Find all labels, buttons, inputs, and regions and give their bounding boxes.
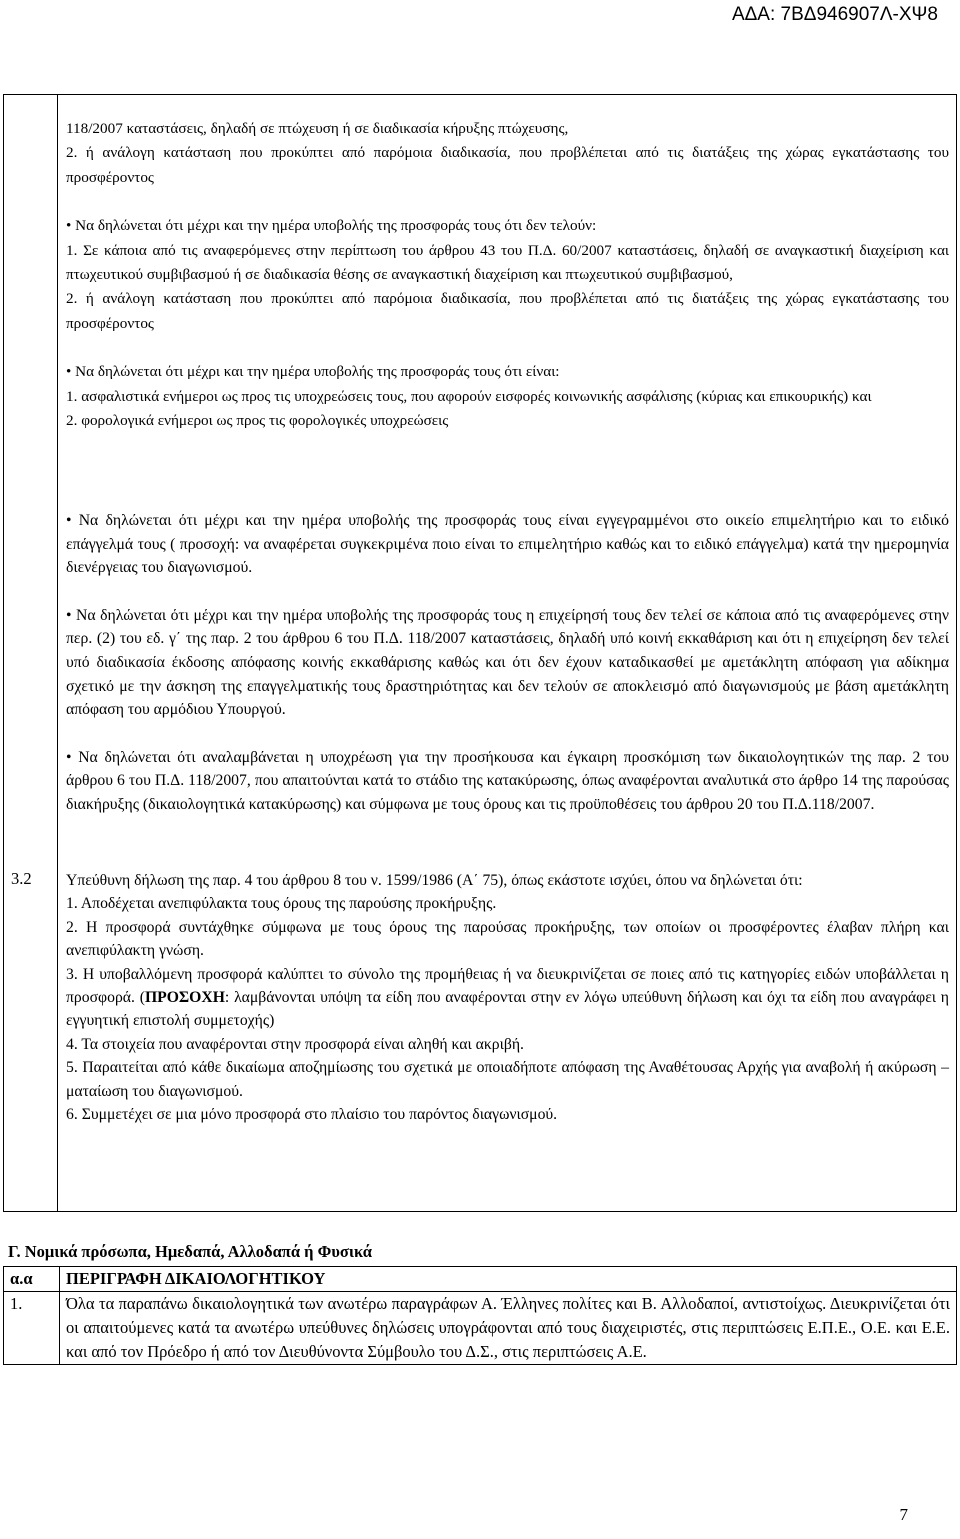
bullet-item: • Να δηλώνεται ότι μέχρι και την ημέρα υποβολής της προσφοράς τους είναι εγγεγραμμένοι στο οικείο επιμελητήριο και το ειδικό επάγγελμά τους ( προσοχή: να αναφέρεται συγκεκριμένα ποιο είναι το επιμελητήριο καθώς και το ειδικό επάγγελμα) κατά την ημερομηνία διενέργειας του διαγωνισμού.	[66, 512, 949, 577]
bullet-item: • Να δηλώνεται ότι μέχρι και την ημέρα υποβολής της προσφοράς τους ότι δεν τελούν:	[66, 217, 597, 235]
table-cell: Όλα τα παραπάνω δικαιολογητικά των ανωτέρω παραγράφων Α. Έλληνες πολίτες και Β. Αλλοδαποί, αντιστοίχως. Διευκρινίζεται ότι οι απαιτούμενες κατά τα ανωτέρω υπεύθυνες δηλώσεις υπογράφονται από τους διαχειριστές, στις περιπτώσεις Ε.Π.Ε., Ο.Ε. και Ε.Ε. και από τον Πρόεδρο ή από τον Διευθύνοντα Σύμβουλο του Δ.Σ., στις περιπτώσεις Α.Ε.	[60, 1292, 957, 1365]
page-number: 7	[899, 1505, 908, 1524]
section-3-1-content	[66, 117, 949, 433]
list-item: 2. ή ανάλογη κατάσταση που προκύπτει από παρόμοια διαδικασία, που προβλέπεται από τις διατάξεις της χώρας εγκατάστασης του προσφέροντος	[66, 290, 949, 332]
column-header: α.α	[4, 1267, 60, 1292]
section-g-title: Γ. Νομικά πρόσωπα, Ημεδαπά, Αλλοδαπά ή Φυσικά	[8, 1242, 372, 1261]
bullet-item: • Να δηλώνεται ότι αναλαμβάνεται η υποχρέωση για την προσήκουσα και έγκαιρη προσκόμιση των δικαιολογητικών της παρ. 2 του άρθρου 6 του Π.Δ. 118/2007, που απαιτούνται κατά το στάδιο της κατακύρωσης, όπως αναφέρονται αναλυτικά στο άρθρο 14 της παρούσας διακήρυξης (δικαιολογητικά κατακύρωσης) και σύμφωνα με τους όρους και τις προϋποθέσεις του άρθρου 20 του Π.Δ.118/2007.	[66, 748, 949, 813]
list-item: 2. Η προσφορά συντάχθηκε σύμφωνα με τους όρους της παρούσας προκήρυξης, των οποίων οι προσφέροντες έλαβαν πλήρη και ανεπιφύλακτη γνώση.	[66, 918, 949, 960]
list-item: 3. Η υποβαλλόμενη προσφορά καλύπτει το σύνολο της προμήθειας ή να διευκρινίζεται σε ποιες από τις κατηγορίες ειδών υποβάλλεται η προσφορά. (ΠΡΟΣΟΧΗ: λαμβάνονται υπόψη τα είδη που αναφέρονται στην εν λόγω υπεύθυνη δήλωση και όχι τα είδη που αναγράφει η εγγυητική επιστολή συμμετοχής)	[66, 965, 949, 1030]
paragraph: 2. ή ανάλογη κατάσταση που προκύπτει από παρόμοια διαδικασία, που προβλέπεται από τις διατάξεις της χώρας εγκατάστασης του προσφέροντος	[66, 144, 949, 186]
table-row	[4, 1292, 957, 1365]
section-3-2-label: 3.2	[11, 869, 32, 888]
list-item: 1. Σε κάποια από τις αναφερόμενες στην περίπτωση του άρθρου 43 του Π.Δ. 60/2007 καταστάσεις, δηλαδή σε αναγκαστική διαχείριση και πτωχευτικού συμβιβασμού ή σε διαδικασία θέσης σε αναγκαστική διαχείριση και πτωχευτικού συμβιβασμού,	[66, 241, 949, 284]
paragraph: Υπεύθυνη δήλωση της παρ. 4 του άρθρου 8 του ν. 1599/1986 (Α΄ 75), όπως εκάστοτε ισχύει, όπου να δηλώνεται ότι:	[66, 872, 803, 889]
bullet-item: • Να δηλώνεται ότι μέχρι και την ημέρα υποβολής της προσφοράς τους ότι είναι:	[66, 363, 560, 381]
column-divider	[57, 95, 58, 1211]
attention-label: ΠΡΟΣΟΧΗ	[144, 989, 225, 1007]
list-item: 6. Συμμετέχει σε μια μόνο προσφορά στο πλαίσιο του παρόντος διαγωνισμού.	[66, 1106, 558, 1124]
table-header-row	[4, 1267, 957, 1292]
list-item: 4. Τα στοιχεία που αναφέρονται στην προσφορά είναι αληθή και ακριβή.	[66, 1035, 524, 1053]
section-g-table	[3, 1266, 957, 1365]
ada-code: ΑΔΑ: 7ΒΔ946907Λ-ΧΨ8	[731, 4, 938, 25]
section-3-1-bullets	[66, 509, 949, 817]
list-item: 1. ασφαλιστικά ενήμεροι ως προς τις υποχρεώσεις τους, που αφορούν εισφορές κοινωνικής ασφάλισης (κύριας και επικουρικής) και	[66, 387, 872, 405]
section-3-2-content	[66, 869, 949, 1126]
list-item: 1. Αποδέχεται ανεπιφύλακτα τους όρους της παρούσης προκήρυξης.	[66, 895, 497, 913]
list-item: 2. φορολογικά ενήμεροι ως προς τις φορολογικές υποχρεώσεις	[66, 412, 449, 430]
requirements-table	[3, 94, 957, 1212]
column-header: ΠΕΡΙΓΡΑΦΗ ΔΙΚΑΙΟΛΟΓΗΤΙΚΟΥ	[60, 1267, 957, 1292]
list-item: 5. Παραιτείται από κάθε δικαίωμα αποζημίωσης του σχετικά με οποιαδήποτε απόφαση της Αναθέτουσας Αρχής για αναβολή ή ακύρωση – ματαίωση του διαγωνισμού.	[66, 1059, 949, 1100]
bullet-item: • Να δηλώνεται ότι μέχρι και την ημέρα υποβολής της προσφοράς τους η επιχείρησή τους δεν τελεί σε κάποια από τις αναφερόμενες στην περ. (2) του εδ. γ΄ της παρ. 2 του άρθρου 6 του Π.Δ. 118/2007 καταστάσεις, δηλαδή υπό κοινή εκκαθάριση και ότι η επιχείρηση δεν τελεί υπό διαδικασία έκδοσης απόφασης κοινής εκκαθάρισης καθώς και ότι δεν έχουν καταδικασθεί με αμετάκλητη απόφαση για αδίκημα σχετικό με την άσκηση της επαγγελματικής τους δραστηριότητας και δεν τελούν σε αποκλεισμό από διαγωνισμούς με βάση αμετάκλητη απόφαση του αρμόδιου Υπουργού.	[66, 606, 949, 719]
table-cell: 1.	[4, 1292, 60, 1365]
paragraph: 118/2007 καταστάσεις, δηλαδή σε πτώχευση ή σε διαδικασία κήρυξης πτώχευσης,	[66, 120, 569, 137]
